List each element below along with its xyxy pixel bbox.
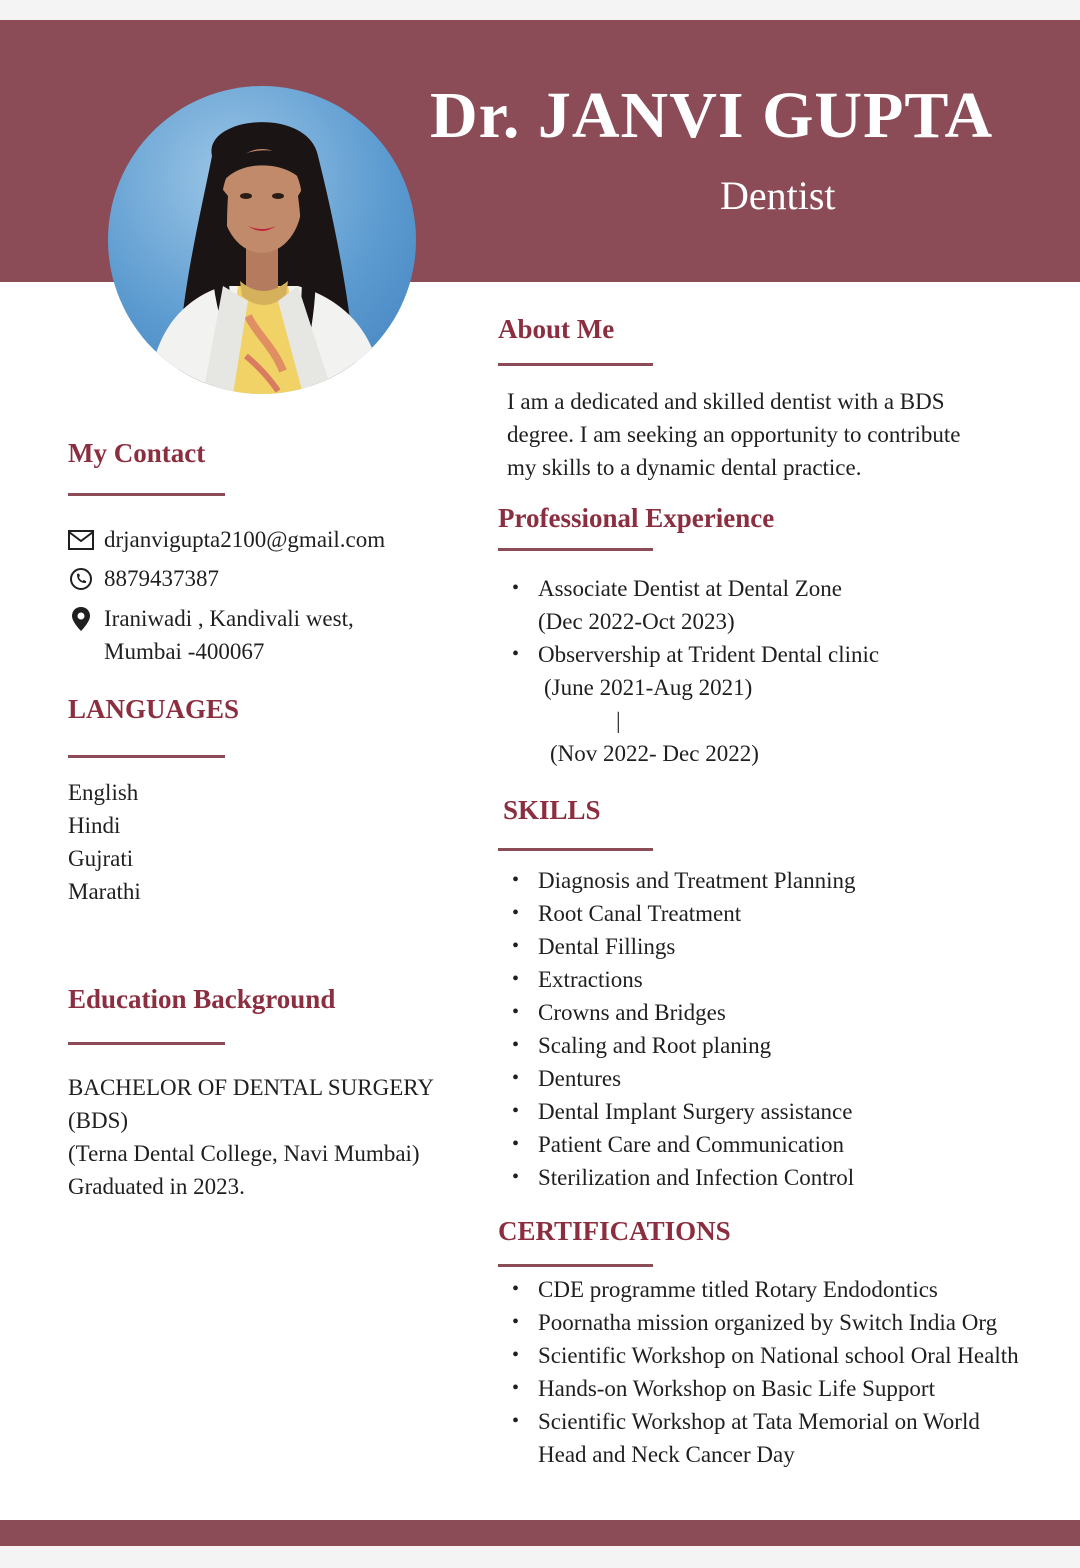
- phone-row: [66, 562, 219, 595]
- top-margin: [0, 0, 1080, 20]
- certifications-heading: CERTIFICATIONS: [498, 1216, 731, 1246]
- experience-extra-period: (Nov 2022- Dec 2022): [550, 741, 759, 766]
- email-text[interactable]: drjanvigupta2100@gmail.com: [104, 527, 386, 552]
- certification-item: • Scientific Workshop on National school Oral Health: [498, 1339, 1019, 1372]
- language-item: Hindi: [68, 813, 121, 838]
- skills-divider: [498, 848, 653, 851]
- education-details: [68, 1071, 434, 1203]
- skills-heading: SKILLS: [503, 795, 601, 825]
- languages-heading: LANGUAGES: [68, 694, 240, 724]
- skill-item: • Root Canal Treatment: [498, 897, 856, 930]
- education-divider: [68, 1042, 225, 1045]
- skills-list: [498, 864, 856, 1194]
- certification-continuation: Head and Neck Cancer Day: [538, 1442, 795, 1467]
- languages-list: [68, 776, 141, 908]
- bottom-margin: [0, 1546, 1080, 1568]
- about-heading: About Me: [498, 314, 615, 344]
- certification-item: • Poornatha mission organized by Switch India Org: [498, 1306, 1019, 1339]
- experience-item: • Associate Dentist at Dental Zone: [498, 572, 879, 605]
- address-line-2: Mumbai -400067: [104, 639, 265, 664]
- skill-item: • Dental Implant Surgery assistance: [498, 1095, 856, 1128]
- email-row: [66, 523, 385, 556]
- experience-item: • Observership at Trident Dental clinic: [498, 638, 879, 671]
- certifications-divider: [498, 1264, 653, 1267]
- skill-item: • Patient Care and Communication: [498, 1128, 856, 1161]
- phone-text[interactable]: 8879437387: [104, 566, 219, 591]
- education-college: (Terna Dental College, Navi Mumbai): [68, 1141, 420, 1166]
- language-item: English: [68, 780, 139, 805]
- certification-item: • Scientific Workshop at Tata Memorial on World: [498, 1405, 1019, 1438]
- phone-icon: [66, 564, 96, 594]
- certification-item: • CDE programme titled Rotary Endodontics: [498, 1273, 1019, 1306]
- contact-heading: My Contact: [68, 438, 206, 468]
- languages-divider: [68, 755, 225, 758]
- about-line: degree. I am seeking an opportunity to contribute: [507, 422, 961, 447]
- experience-period: (Dec 2022-Oct 2023): [538, 609, 735, 634]
- skill-item: • Sterilization and Infection Control: [498, 1161, 856, 1194]
- experience-heading: Professional Experience: [498, 503, 775, 533]
- skill-item: • Scaling and Root planing: [498, 1029, 856, 1062]
- education-degree: BACHELOR OF DENTAL SURGERY: [68, 1075, 434, 1100]
- experience-period: (June 2021-Aug 2021): [544, 675, 753, 700]
- location-pin-icon: [66, 604, 96, 634]
- skill-item: • Diagnosis and Treatment Planning: [498, 864, 856, 897]
- skill-item: • Dentures: [498, 1062, 856, 1095]
- experience-divider: [498, 548, 653, 551]
- education-heading: Education Background: [68, 984, 336, 1014]
- candidate-title: Dentist: [720, 173, 836, 218]
- address-row: [66, 602, 354, 668]
- language-item: Marathi: [68, 879, 141, 904]
- portrait-illustration: [108, 86, 416, 394]
- address-text: [104, 602, 354, 668]
- experience-list: [498, 572, 879, 770]
- contact-divider: [68, 493, 225, 496]
- profile-photo: [108, 86, 416, 394]
- skill-item: • Crowns and Bridges: [498, 996, 856, 1029]
- experience-separator: |: [616, 708, 621, 733]
- education-abbrev: (BDS): [68, 1108, 129, 1133]
- skill-item: • Dental Fillings: [498, 930, 856, 963]
- about-text: [507, 385, 960, 484]
- footer-band: [0, 1520, 1080, 1546]
- address-line-1: Iraniwadi , Kandivali west,: [104, 606, 354, 631]
- about-divider: [498, 363, 653, 366]
- candidate-name: Dr. JANVI GUPTA: [430, 79, 994, 152]
- certifications-list: [498, 1273, 1019, 1471]
- language-item: Gujrati: [68, 846, 134, 871]
- mail-icon: [66, 525, 96, 555]
- about-line: I am a dedicated and skilled dentist with a BDS: [507, 389, 945, 414]
- skill-item: • Extractions: [498, 963, 856, 996]
- education-graduation: Graduated in 2023.: [68, 1174, 245, 1199]
- about-line: my skills to a dynamic dental practice.: [507, 455, 862, 480]
- certification-item: • Hands-on Workshop on Basic Life Support: [498, 1372, 1019, 1405]
